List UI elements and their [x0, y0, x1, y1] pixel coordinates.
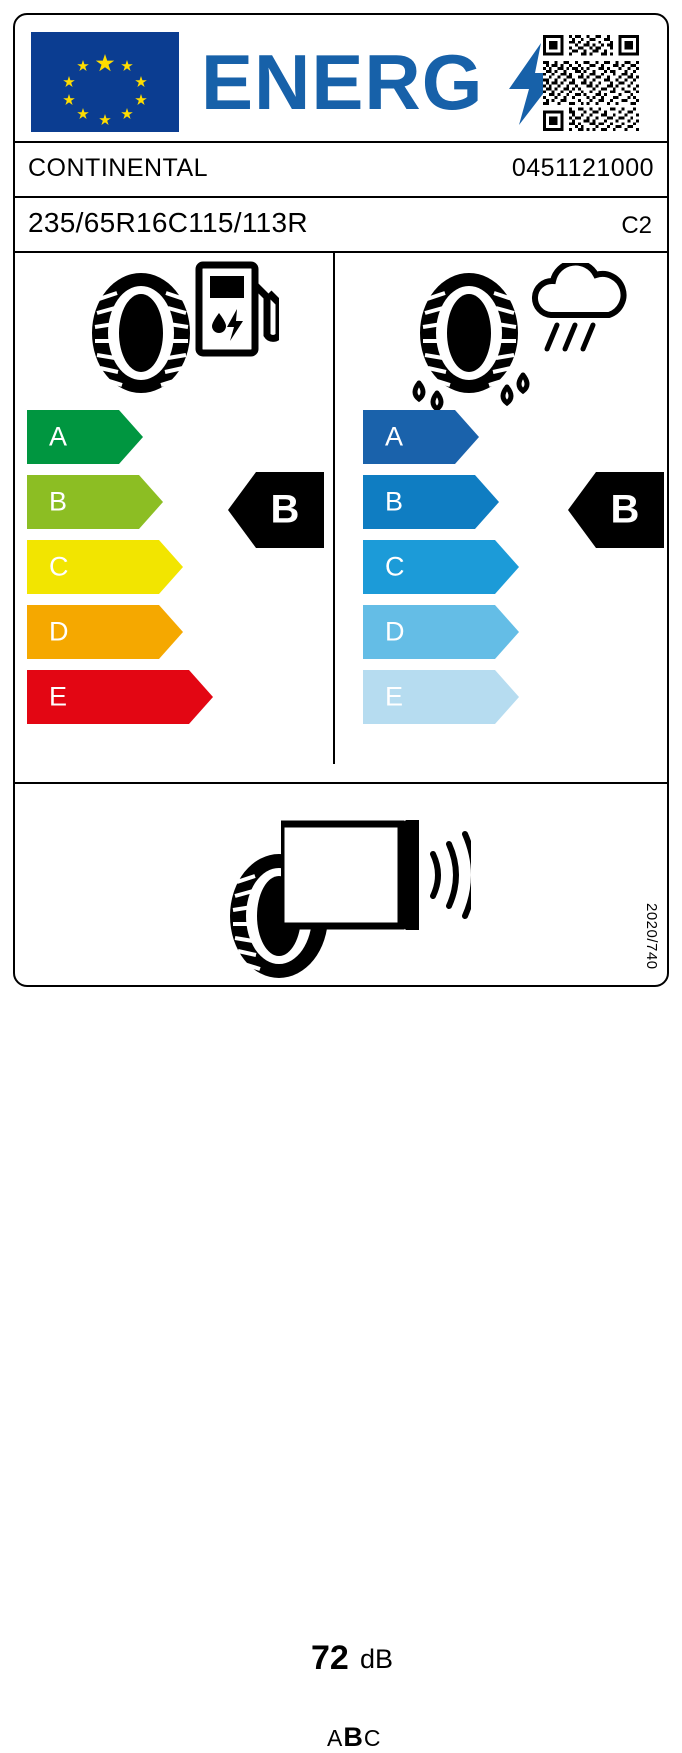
- fuel-grade-d-label: D: [49, 616, 69, 647]
- wet-grade-d: [363, 605, 519, 659]
- wet-grip-result-label: B: [610, 487, 640, 532]
- fuel-grade-b-label: B: [49, 486, 68, 517]
- wet-grade-c: [363, 540, 519, 594]
- fuel-grade-e-label: E: [49, 681, 68, 712]
- label-header: [15, 15, 667, 135]
- fuel-pump-icon: [193, 259, 279, 364]
- tyre-class: C2: [621, 212, 652, 239]
- qr-code-icon: [543, 35, 639, 131]
- noise-value: 72: [311, 1639, 349, 1677]
- fuel-efficiency-result-label: B: [270, 487, 300, 532]
- noise-unit: dB: [360, 1644, 394, 1674]
- fuel-grade-a: [27, 410, 143, 464]
- fuel-grade-c: [27, 540, 183, 594]
- rain-cloud-icon: [527, 263, 627, 364]
- noise-class-c: C: [363, 1725, 382, 1751]
- tyre-type-code: 0451121000: [511, 154, 654, 182]
- wet-grade-c-label: C: [385, 551, 405, 582]
- noise-class-a: A: [327, 1725, 344, 1751]
- wet-grade-b-label: B: [385, 486, 404, 517]
- wet-grade-d-label: D: [385, 616, 405, 647]
- wet-grade-e: [363, 670, 519, 724]
- regulation-reference: 2020/740: [643, 903, 660, 970]
- tyre-wet-icon: [407, 271, 537, 416]
- eu-flag-icon: [31, 32, 179, 132]
- divider-1: [15, 141, 667, 143]
- wet-grip-panel: [335, 253, 667, 781]
- wet-grade-e-label: E: [385, 681, 404, 712]
- wet-grade-a: [363, 410, 479, 464]
- speaker-icon: [281, 820, 471, 935]
- tyre-icon: [89, 271, 194, 401]
- fuel-grade-b: [27, 475, 163, 529]
- fuel-grade-d: [27, 605, 183, 659]
- fuel-grade-a-label: A: [49, 421, 68, 452]
- brand-name: CONTINENTAL: [28, 154, 209, 182]
- divider-2: [15, 196, 667, 198]
- page-title: ENERG: [201, 38, 484, 126]
- tyre-size-designation: 235/65R16C115/113R: [28, 207, 308, 238]
- fuel-grade-c-label: C: [49, 551, 69, 582]
- noise-panel: [15, 784, 667, 1752]
- fuel-efficiency-result: [228, 472, 324, 548]
- fuel-efficiency-panel: [15, 253, 333, 781]
- fuel-grade-e: [27, 670, 213, 724]
- noise-class-b: B: [343, 1722, 364, 1752]
- wet-grade-b: [363, 475, 499, 529]
- wet-grip-result: [568, 472, 664, 548]
- wet-grade-a-label: A: [385, 421, 404, 452]
- noise-class-scale: [327, 1722, 381, 1753]
